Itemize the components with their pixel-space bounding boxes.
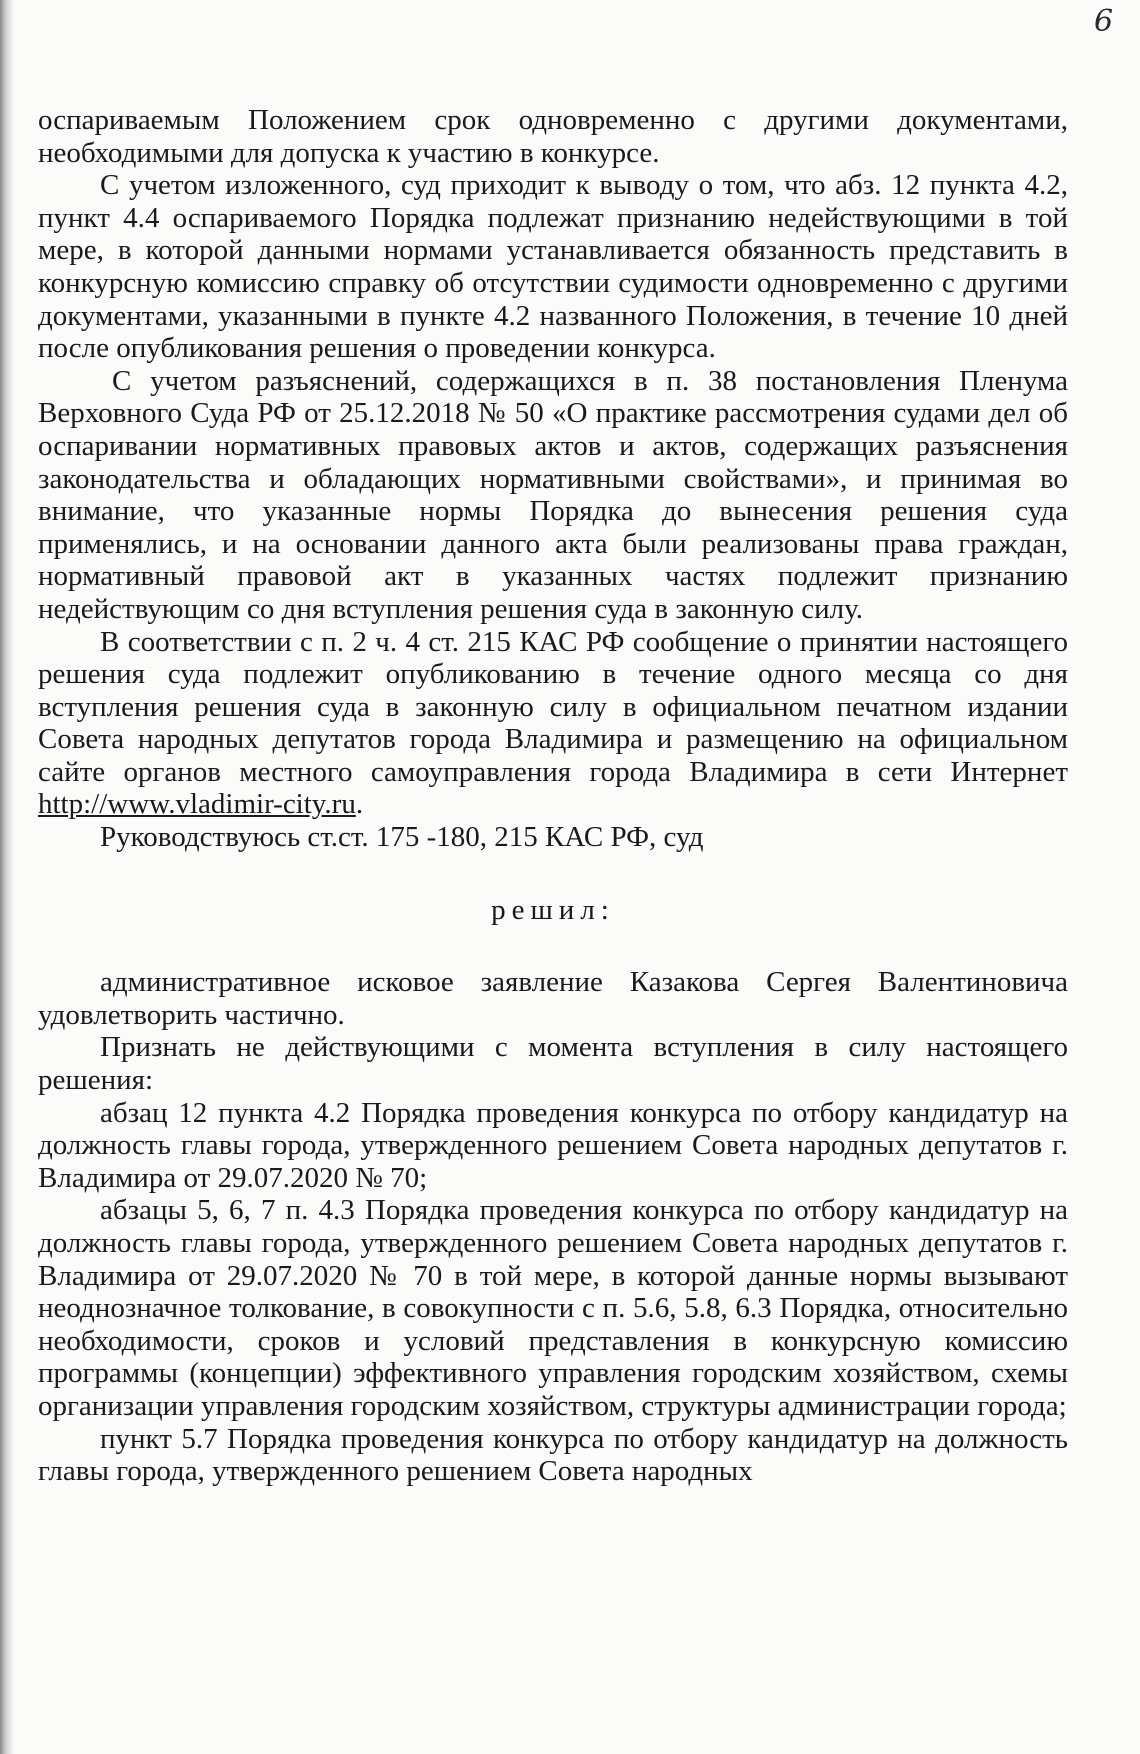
paragraph-item-p57: пункт 5.7 Порядка проведения конкурса по отбору кандидатур на должность главы города, утвержденного решением Совета народных [38,1422,1068,1488]
paragraph-item-abz12: абзац 12 пункта 4.2 Порядка проведения конкурса по отбору кандидатур на должность главы города, утвержденного решением Совета народных депутатов г. Владимира от 29.07.2020 № 70; [38,1096,1068,1194]
paragraph-publication [38,626,1068,822]
paragraph-item-abz567: абзацы 5, 6, 7 п. 4.3 Порядка проведения конкурса по отбору кандидатур на должность главы города, утвержденного решением Совета народных депутатов г. Владимира от 29.07.2020 № 70 в той мере, в которой данные нормы вызывают неоднозначное толкование, в совокупности с п. 5.6, 5.8, 6.3 Порядка, относительно необходимости, сроков и условий представления в конкурсную комиссию программы (концепции) эффективного управления городским хозяйством, схемы организации управления городским хозяйством, структуры администрации города; [38,1194,1068,1422]
paragraph-declare-invalid: Признать не действующими с момента вступления в силу настоящего решения: [38,1031,1068,1097]
city-website-link[interactable]: http://www.vladimir-city.ru [38,788,356,821]
paragraph-guided-by: Руководствуюсь ст.ст. 175 -180, 215 КАС РФ, суд [100,821,704,854]
decision-heading: решил: [491,893,615,926]
paragraph-continuation: оспариваемым Положением срок одновременно с другими документами, необходимыми для допуска к участию в конкурсе. [38,104,1068,169]
publication-text: В соответствии с п. 2 ч. 4 ст. 215 КАС РФ сообщение о принятии настоящего решения суда подлежит опубликованию в течение одного месяца со дня вступления решения суда в законную силу в официальном печатном издании Совета народных депутатов города Владимира и размещению на официальном сайте органов местного самоуправления города Владимира в сети Интернет [38,625,1068,788]
page-number: 6 [1094,4,1114,39]
publication-end: . [355,788,364,821]
paragraph-plenum-reference: С учетом разъяснений, содержащихся в п. 38 постановления Пленума Верховного Суда РФ от 25.12.2018 № 50 «О практике рассмотрения судами дел об оспаривании нормативных правовых актов и актов, содержащих разъяснения законодательства и обладающих нормативными свойствами», и принимая во внимание, что указанные нормы Порядка до вынесения решения суда применялись, и на основании данного акта были реализованы права граждан, нормативный правовой акт в указанных частях подлежит признанию недействующим со дня вступления решения суда в законную силу. [38,364,1068,625]
paragraph-court-conclusion: С учетом изложенного, суд приходит к выводу о том, что абз. 12 пункта 4.2, пункт 4.4 оспариваемого Порядка подлежат признанию недействующими в той мере, в которой данными нормами устанавливается обязанность представить в конкурсную комиссию справку об отсутствии судимости одновременно с другими документами, указанными в пункте 4.2 названного Положения, в течение 10 дней после опубликования решения о проведении конкурса. [38,169,1068,365]
scan-edge-shadow [0,0,14,1754]
paragraph-claim-granted: административное исковое заявление Казакова Сергея Валентиновича удовлетворить частично. [38,966,1068,1031]
document-body [38,104,1068,1488]
